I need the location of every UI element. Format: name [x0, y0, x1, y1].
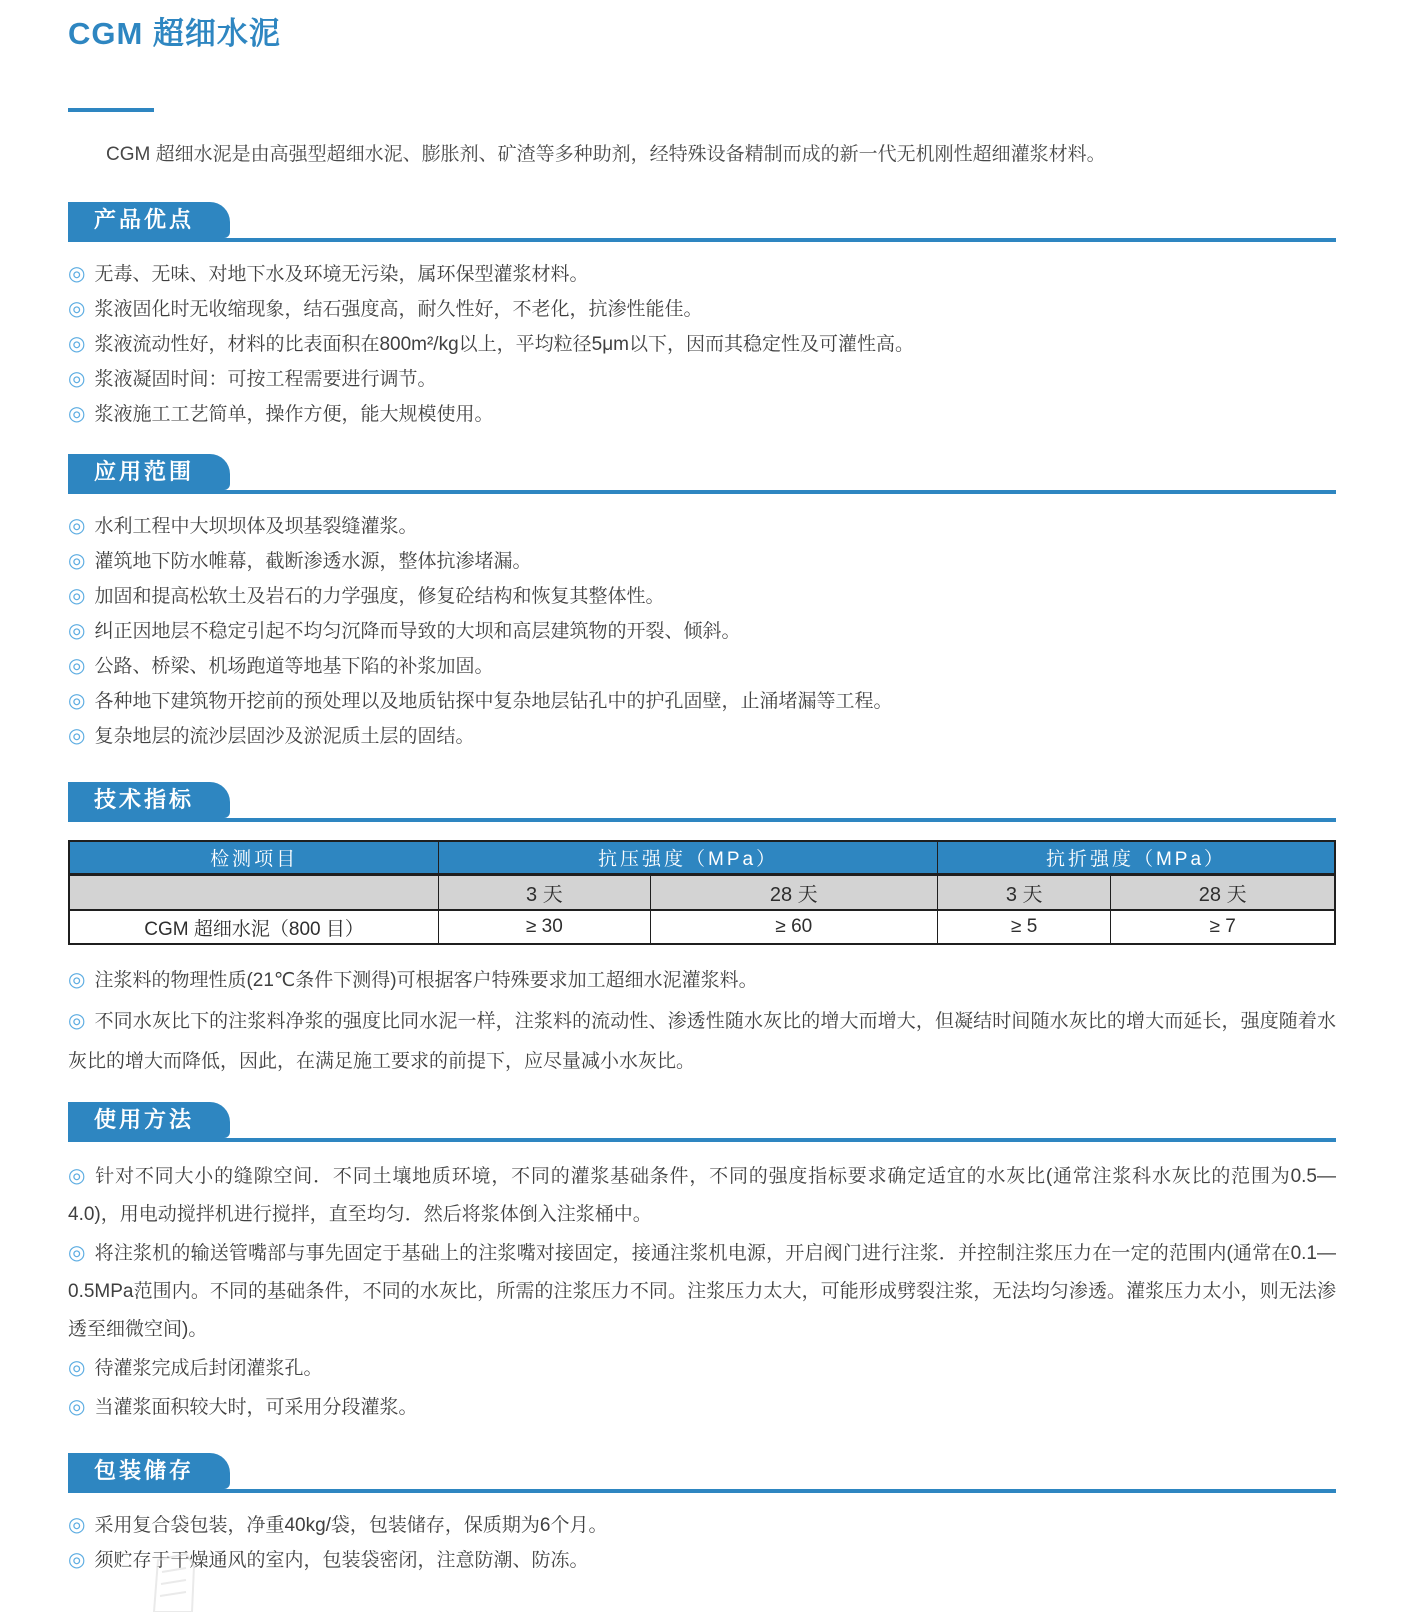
- section-usage: [68, 1102, 1336, 1427]
- list-item-text: 各种地下建筑物开挖前的预处理以及地质钻探中复杂地层钻孔中的护孔固壁，止涌堵漏等工程。: [94, 691, 893, 712]
- double-circle-bullet-icon: ◎: [68, 969, 86, 991]
- section-underline: [68, 1138, 1336, 1142]
- subheader-3days: 3 天: [439, 874, 650, 910]
- table-data-row: [69, 910, 1335, 944]
- double-circle-bullet-icon: ◎: [68, 1396, 86, 1418]
- section-header-usage: [68, 1102, 1336, 1142]
- double-circle-bullet-icon: ◎: [68, 620, 86, 642]
- section-header-applications: [68, 454, 1336, 494]
- double-circle-bullet-icon: ◎: [68, 1514, 86, 1536]
- page-title: CGM 超细水泥: [68, 16, 281, 51]
- section-advantages: [68, 202, 1336, 432]
- list-item: [68, 579, 1336, 614]
- list-item: [68, 649, 1336, 684]
- double-circle-bullet-icon: ◎: [68, 1165, 87, 1187]
- title-underline-dash: [68, 108, 154, 112]
- col-header-compressive-strength: 抗压强度（MPa）: [439, 841, 938, 874]
- list-item-text: 复杂地层的流沙层固沙及淤泥质土层的固结。: [94, 726, 475, 747]
- note-item-text: 不同水灰比下的注浆料净浆的强度比同水泥一样，注浆料的流动性、渗透性随水灰比的增大而增大，但凝结时间随水灰比的增大而延长，强度随着水灰比的增大而降低，因此，在满足施工要求的前提下，应尽量减小水灰比。: [68, 1011, 1336, 1072]
- value-cell: ≥ 30: [439, 910, 650, 944]
- note-item: [68, 1001, 1336, 1082]
- section-tab-usage: 使用方法: [68, 1102, 230, 1138]
- section-underline: [68, 818, 1336, 822]
- subheader-28days: 28 天: [1111, 874, 1335, 910]
- list-item-text: 纠正因地层不稳定引起不均匀沉降而导致的大坝和高层建筑物的开裂、倾斜。: [94, 621, 741, 642]
- list-item-text: 待灌浆完成后封闭灌浆孔。: [94, 1358, 323, 1379]
- section-tab-specs: 技术指标: [68, 782, 230, 818]
- list-item: [68, 1508, 1336, 1543]
- double-circle-bullet-icon: ◎: [68, 585, 86, 607]
- list-item: [68, 1388, 1336, 1427]
- list-item-text: 针对不同大小的缝隙空间．不同土壤地质环境，不同的灌浆基础条件，不同的强度指标要求确定适宜的水灰比(通常注浆科水灰比的范围为0.5—4.0)，用电动搅拌机进行搅拌，直至均匀．然后将浆体倒入注浆桶中。: [68, 1166, 1337, 1225]
- section-underline: [68, 238, 1336, 242]
- list-item: [68, 719, 1336, 754]
- list-item: [68, 327, 1336, 362]
- product-name-cell: CGM 超细水泥（800 目）: [69, 910, 439, 944]
- double-circle-bullet-icon: ◎: [68, 333, 86, 355]
- section-underline: [68, 490, 1336, 494]
- list-item-text: 无毒、无味、对地下水及环境无污染，属环保型灌浆材料。: [94, 264, 589, 285]
- list-item: [68, 684, 1336, 719]
- list-item-text: 加固和提高松软土及岩石的力学强度，修复砼结构和恢复其整体性。: [94, 586, 665, 607]
- list-item: [68, 292, 1336, 327]
- double-circle-bullet-icon: ◎: [68, 403, 86, 425]
- watermark-cement-bag-outline: [128, 1552, 224, 1612]
- section-header-specs: [68, 782, 1336, 822]
- section-specs: [68, 782, 1336, 1082]
- list-item-text: 将注浆机的输送管嘴部与事先固定于基础上的注浆嘴对接固定，接通注浆机电源，开启阀门进行注浆．并控制注浆压力在一定的范围内(通常在0.1—0.5MPa范围内。不同的基础条件，不同的水灰比，所需的注浆压力不同。注浆压力太大，可能形成劈裂注浆，无法均匀渗透。灌浆压力太小，则无法渗透至细微空间)。: [68, 1243, 1336, 1340]
- section-header-storage: [68, 1453, 1336, 1493]
- list-item-text: 浆液固化时无收缩现象，结石强度高，耐久性好，不老化，抗渗性能佳。: [94, 299, 703, 320]
- double-circle-bullet-icon: ◎: [68, 725, 86, 747]
- value-cell: ≥ 5: [937, 910, 1110, 944]
- list-item: [68, 397, 1336, 432]
- list-item-text: 浆液施工工艺简单，操作方便，能大规模使用。: [94, 404, 494, 425]
- double-circle-bullet-icon: ◎: [68, 655, 86, 677]
- intro-paragraph: CGM 超细水泥是由高强型超细水泥、膨胀剂、矿渣等多种助剂，经特殊设备精制而成的新一代无机刚性超细灌浆材料。: [106, 144, 1106, 165]
- value-cell: ≥ 7: [1111, 910, 1335, 944]
- specs-notes-list: [68, 960, 1336, 1082]
- double-circle-bullet-icon: ◎: [68, 1549, 86, 1571]
- list-item-text: 水利工程中大坝坝体及坝基裂缝灌浆。: [94, 516, 418, 537]
- applications-list: [68, 509, 1336, 754]
- double-circle-bullet-icon: ◎: [68, 368, 86, 390]
- list-item: [68, 1234, 1336, 1349]
- double-circle-bullet-icon: ◎: [68, 1242, 86, 1264]
- subheader-3days: 3 天: [937, 874, 1110, 910]
- subheader-28days: 28 天: [650, 874, 937, 910]
- double-circle-bullet-icon: ◎: [68, 298, 86, 320]
- list-item-text: 浆液流动性好，材料的比表面积在800m²/kg以上，平均粒径5μm以下，因而其稳定性及可灌性高。: [94, 334, 914, 355]
- double-circle-bullet-icon: ◎: [68, 690, 86, 712]
- table-subheader-row: [69, 874, 1335, 910]
- list-item-text: 公路、桥梁、机场跑道等地基下陷的补浆加固。: [94, 656, 494, 677]
- double-circle-bullet-icon: ◎: [68, 1010, 86, 1032]
- value-cell: ≥ 60: [650, 910, 937, 944]
- list-item: [68, 509, 1336, 544]
- list-item: [68, 1157, 1336, 1234]
- list-item-text: 须贮存于干燥通风的室内，包装袋密闭，注意防潮、防冻。: [94, 1550, 589, 1571]
- double-circle-bullet-icon: ◎: [68, 515, 86, 537]
- double-circle-bullet-icon: ◎: [68, 1357, 86, 1379]
- list-item-text: 灌筑地下防水帷幕，截断渗透水源，整体抗渗堵漏。: [94, 551, 532, 572]
- note-item-text: 注浆料的物理性质(21℃条件下测得)可根据客户特殊要求加工超细水泥灌浆料。: [94, 970, 758, 991]
- section-storage: [68, 1453, 1336, 1578]
- subheader-empty-cell: [69, 874, 439, 910]
- section-applications: [68, 454, 1336, 754]
- section-tab-advantages: 产品优点: [68, 202, 230, 238]
- col-header-flexural-strength: 抗折强度（MPa）: [937, 841, 1335, 874]
- list-item-text: 采用复合袋包装，净重40kg/袋，包装储存，保质期为6个月。: [94, 1515, 608, 1536]
- list-item-text: 浆液凝固时间：可按工程需要进行调节。: [94, 369, 437, 390]
- section-underline: [68, 1489, 1336, 1493]
- list-item: [68, 1349, 1336, 1388]
- double-circle-bullet-icon: ◎: [68, 550, 86, 572]
- section-tab-storage: 包装储存: [68, 1453, 230, 1489]
- list-item: [68, 257, 1336, 292]
- list-item-text: 当灌浆面积较大时，可采用分段灌浆。: [94, 1397, 418, 1418]
- advantages-list: [68, 257, 1336, 432]
- table-header-row: [69, 841, 1335, 874]
- technical-specs-table: [68, 840, 1336, 945]
- note-item: [68, 960, 1336, 1001]
- storage-list: [68, 1508, 1336, 1578]
- usage-list: [68, 1157, 1336, 1427]
- list-item: [68, 614, 1336, 649]
- list-item: [68, 544, 1336, 579]
- double-circle-bullet-icon: ◎: [68, 263, 86, 285]
- section-header-advantages: [68, 202, 1336, 242]
- col-header-test-item: 检测项目: [69, 841, 439, 874]
- list-item: [68, 362, 1336, 397]
- list-item: [68, 1543, 1336, 1578]
- section-tab-applications: 应用范围: [68, 454, 230, 490]
